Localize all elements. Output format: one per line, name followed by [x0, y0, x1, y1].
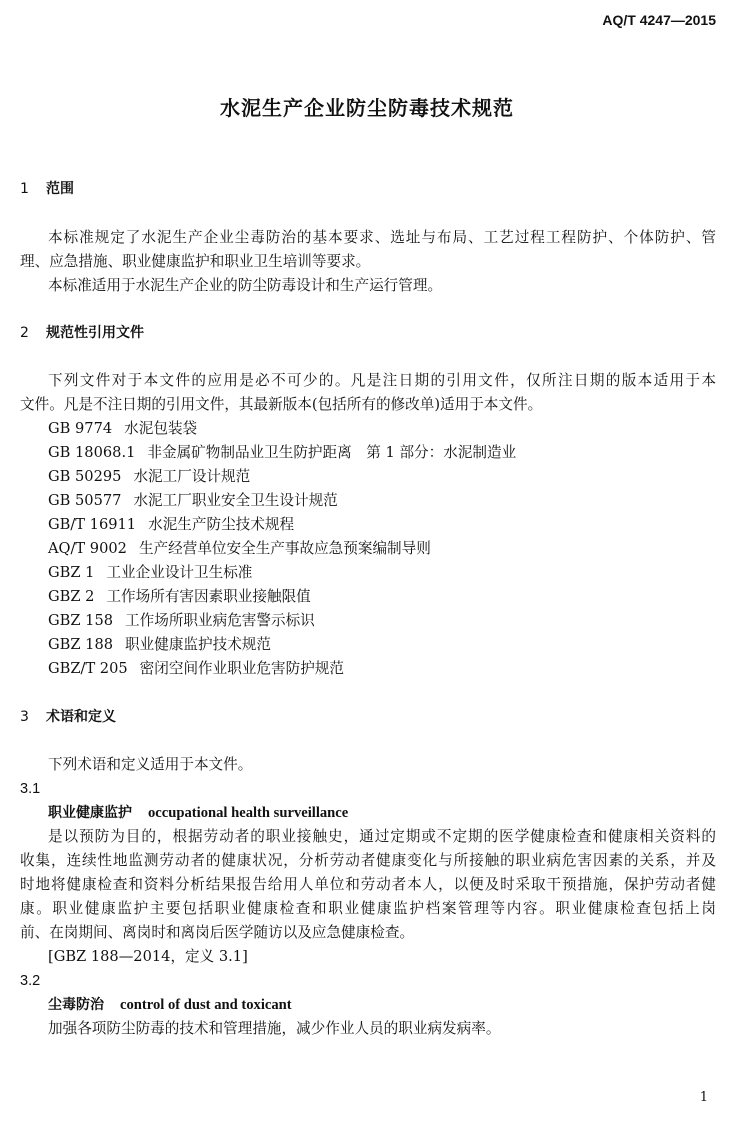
term-zh: 职业健康监护 — [48, 805, 132, 821]
reference-code: GBZ 158 — [48, 612, 114, 629]
paragraph-line: 文件。凡是不注日期的引用文件，其最新版本(包括所有的修改单)适用于本文件。 — [20, 396, 543, 413]
definition-source: [GBZ 188—2014，定义 3.1] — [48, 948, 248, 965]
definition-line: 康。职业健康监护主要包括职业健康检查和职业健康监护档案管理等内容。职业健康检查包括上岗 — [20, 900, 716, 917]
reference-title: 水泥工厂设计规范 — [133, 468, 251, 485]
definition-line: 加强各项防尘防毒的技术和管理措施，减少作业人员的职业病发病率。 — [48, 1020, 501, 1037]
page-number: 1 — [699, 1090, 708, 1105]
definition-line: 收集，连续性地监测劳动者的健康状况，分析劳动者健康变化与所接触的职业病危害因素的关系，并及 — [20, 852, 716, 869]
reference-item — [48, 563, 716, 583]
term-heading — [48, 803, 716, 823]
section-heading-3 — [20, 707, 716, 727]
reference-code: GB/T 16911 — [48, 516, 137, 533]
definition-line: 是以预防为目的，根据劳动者的职业接触史，通过定期或不定期的医学健康检查和健康相关资料的 — [48, 828, 716, 845]
definition-line: 时地将健康检查和资料分析结果报告给用人单位和劳动者本人，以便及时采取干预措施，保护劳动者健 — [20, 876, 716, 893]
section-heading-1 — [20, 179, 716, 199]
reference-code: GB 50295 — [48, 468, 122, 485]
reference-code: GBZ 1 — [48, 564, 95, 581]
section-number: 3 — [20, 709, 29, 725]
reference-code: GB 50577 — [48, 492, 122, 509]
reference-code: GBZ 2 — [48, 588, 95, 605]
reference-title: 职业健康监护技术规范 — [125, 636, 271, 653]
reference-title: 水泥生产防尘技术规程 — [148, 516, 295, 533]
term-number: 3.2 — [20, 973, 41, 989]
reference-title: 水泥包装袋 — [124, 420, 198, 437]
section-title: 术语和定义 — [46, 709, 116, 725]
document-title: 水泥生产企业防尘防毒技术规范 — [220, 96, 514, 120]
reference-item — [48, 635, 716, 655]
reference-code: GBZ/T 205 — [48, 660, 128, 677]
term-en: occupational health surveillance — [148, 805, 349, 821]
reference-code: GBZ 188 — [48, 636, 114, 653]
reference-item — [48, 443, 716, 463]
section-title: 范围 — [46, 181, 74, 197]
section-title: 规范性引用文件 — [46, 325, 144, 341]
paragraph-line: 下列文件对于本文件的应用是必不可少的。凡是注日期的引用文件，仅所注日期的版本适用于本 — [48, 372, 716, 389]
term-zh: 尘毒防治 — [48, 997, 104, 1013]
paragraph-line: 本标准适用于水泥生产企业的防尘防毒设计和生产运行管理。 — [48, 277, 443, 294]
definition-line: 前、在岗期间、离岗时和离岗后医学随访以及应急健康检查。 — [20, 924, 415, 941]
reference-item — [48, 467, 716, 487]
reference-code: GB 18068.1 — [48, 444, 136, 461]
reference-title: 生产经营单位安全生产事故应急预案编制导则 — [138, 540, 431, 557]
reference-item — [48, 515, 716, 535]
reference-code: AQ/T 9002 — [48, 540, 127, 557]
paragraph-line: 理、应急措施、职业健康监护和职业卫生培训等要求。 — [20, 253, 371, 270]
section-number: 2 — [20, 325, 29, 341]
term-en: control of dust and toxicant — [120, 997, 292, 1013]
reference-item — [48, 611, 716, 631]
term-number: 3.1 — [20, 781, 41, 797]
paragraph-line: 本标准规定了水泥生产企业尘毒防治的基本要求、选址与布局、工艺过程工程防护、个体防护、管 — [48, 229, 716, 246]
standard-number: AQ/T 4247—2015 — [602, 12, 716, 28]
reference-title: 密闭空间作业职业危害防护规范 — [139, 660, 344, 677]
section-number: 1 — [20, 181, 29, 197]
reference-title: 非金属矿物制品业卫生防护距离 第 1 部分：水泥制造业 — [147, 444, 517, 461]
reference-item — [48, 419, 716, 439]
reference-item — [48, 539, 716, 559]
reference-item — [48, 659, 716, 679]
reference-title: 工作场所有害因素职业接触限值 — [106, 588, 311, 605]
paragraph-line: 下列术语和定义适用于本文件。 — [48, 756, 253, 773]
reference-title: 水泥工厂职业安全卫生设计规范 — [133, 492, 338, 509]
reference-code: GB 9774 — [48, 420, 113, 437]
reference-item — [48, 491, 716, 511]
term-heading — [48, 995, 716, 1015]
reference-title: 工业企业设计卫生标准 — [106, 564, 253, 581]
reference-item — [48, 587, 716, 607]
reference-title: 工作场所职业病危害警示标识 — [125, 612, 315, 629]
section-heading-2 — [20, 323, 716, 343]
